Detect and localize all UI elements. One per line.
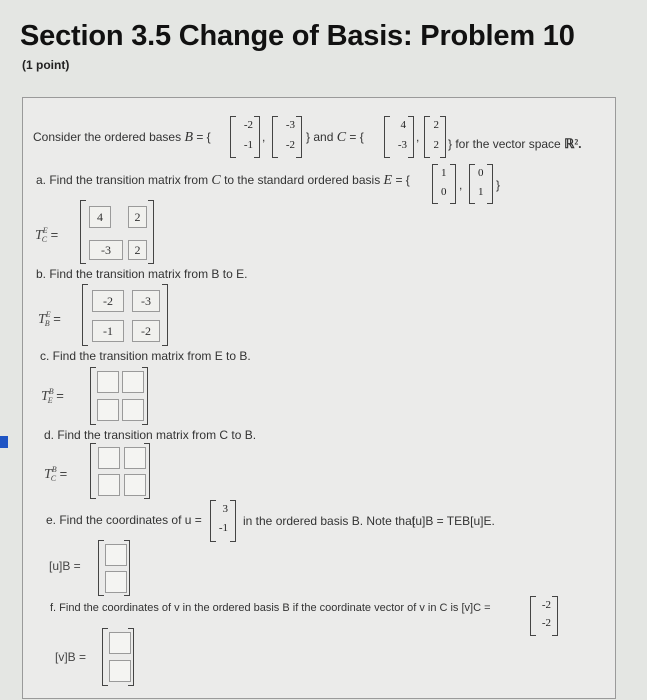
part-e-note: [u]B = TEB[u]E. [412, 514, 495, 528]
u-top: 3 [222, 503, 228, 515]
v-bottom: -2 [541, 617, 551, 629]
and-word: and [313, 130, 334, 144]
matrix-label-tcb: $T^B_C$ = [44, 465, 68, 483]
and-text: } and C = { [306, 130, 364, 145]
comma: , [262, 130, 266, 144]
matrix-label-teb: $T^B_E$ = [41, 387, 64, 405]
t-sup-c: B [48, 387, 54, 396]
vector-space-symbol: ℝ². [564, 136, 582, 151]
part-f-prompt: f. Find the coordinates of v in the ordered basis B if the coordinate vector of v in C is [v]C = [50, 602, 491, 614]
close-brace: } [496, 178, 501, 192]
t-symbol-c: T [41, 389, 49, 404]
tce-entry-11[interactable]: 4 [89, 206, 111, 228]
e2-bottom: 1 [478, 186, 484, 198]
basis-b-label: B [184, 130, 193, 145]
part-a-e-label: E [383, 173, 393, 188]
t-sub-d: C [50, 474, 57, 483]
t-sup-b: E [45, 310, 51, 319]
c1-bottom: -3 [397, 139, 407, 151]
part-d-prompt: d. Find the transition matrix from C to B. [44, 428, 257, 442]
teb-entry-12[interactable] [122, 371, 144, 393]
e1-top: 1 [441, 167, 447, 179]
t-symbol: T [35, 228, 43, 243]
tcb-entry-11[interactable] [98, 447, 120, 469]
t-symbol-d: T [44, 467, 52, 482]
tcb-entry-22[interactable] [124, 474, 146, 496]
comma-2: , [416, 130, 420, 144]
t-sub-c: E [47, 396, 53, 405]
basis-c-label: C [336, 130, 347, 145]
tcb-entry-12[interactable] [124, 447, 146, 469]
v-b-label: [v]B = [55, 650, 87, 664]
u-bottom: -1 [218, 522, 228, 534]
tce-entry-22[interactable]: 2 [128, 240, 147, 260]
c2-top: 2 [433, 119, 439, 131]
t-sup: E [42, 226, 48, 235]
b1-top: -2 [243, 119, 253, 131]
intro-tail: } for the vector space ℝ². [448, 136, 582, 151]
part-a-prompt: a. Find the transition matrix from C to the standard ordered basis E = { [36, 173, 410, 188]
tbe-entry-11[interactable]: -2 [92, 290, 124, 312]
part-b-prompt: b. Find the transition matrix from B to E. [36, 267, 248, 281]
v-b-entry-2[interactable] [109, 660, 131, 682]
teb-entry-21[interactable] [97, 399, 119, 421]
equals-sign: = { [196, 130, 211, 144]
t-symbol-b: T [38, 312, 46, 327]
v-b-entry-1[interactable] [109, 632, 131, 654]
points-label: (1 point) [22, 58, 70, 72]
u-b-entry-1[interactable] [105, 544, 127, 566]
c1-top: 4 [400, 119, 406, 131]
tce-entry-12[interactable]: 2 [128, 206, 147, 228]
t-sup-d: B [51, 465, 57, 474]
left-edge-marker [0, 436, 8, 448]
part-a-to-text: to the standard ordered basis [224, 173, 381, 187]
b2-bottom: -2 [285, 139, 295, 151]
u-b-entry-2[interactable] [105, 571, 127, 593]
part-a-text: a. Find the transition matrix from [36, 173, 209, 187]
teb-entry-11[interactable] [97, 371, 119, 393]
matrix-label-tce: $T^E_C$ = [35, 226, 59, 244]
part-e-middle: in the ordered basis B. Note that [243, 514, 416, 528]
part-a-from: C [211, 173, 221, 188]
tcb-entry-21[interactable] [98, 474, 120, 496]
v-top: -2 [541, 599, 551, 611]
e1-bottom: 0 [441, 186, 447, 198]
b1-bottom: -1 [243, 139, 253, 151]
t-sub: C [41, 235, 48, 244]
matrix-label-tbe: $T^E_B$ = [38, 310, 61, 328]
intro-text: Consider the ordered bases [33, 130, 182, 144]
e2-top: 0 [478, 167, 484, 179]
part-e-prompt: e. Find the coordinates of u = [46, 513, 202, 527]
comma-3: , [459, 178, 463, 192]
c2-bottom: 2 [433, 139, 439, 151]
tbe-entry-22[interactable]: -2 [132, 320, 160, 342]
t-sub-b: B [44, 319, 50, 328]
vector-space-text: for the vector space [455, 137, 561, 151]
tce-entry-21[interactable]: -3 [89, 240, 123, 260]
u-b-label: [u]B = [49, 559, 81, 573]
intro-line [33, 130, 211, 146]
page-title: Section 3.5 Change of Basis: Problem 10 [20, 20, 575, 52]
b2-top: -3 [285, 119, 295, 131]
teb-entry-22[interactable] [122, 399, 144, 421]
tbe-entry-21[interactable]: -1 [92, 320, 124, 342]
part-c-prompt: c. Find the transition matrix from E to B. [40, 349, 251, 363]
tbe-entry-12[interactable]: -3 [132, 290, 160, 312]
